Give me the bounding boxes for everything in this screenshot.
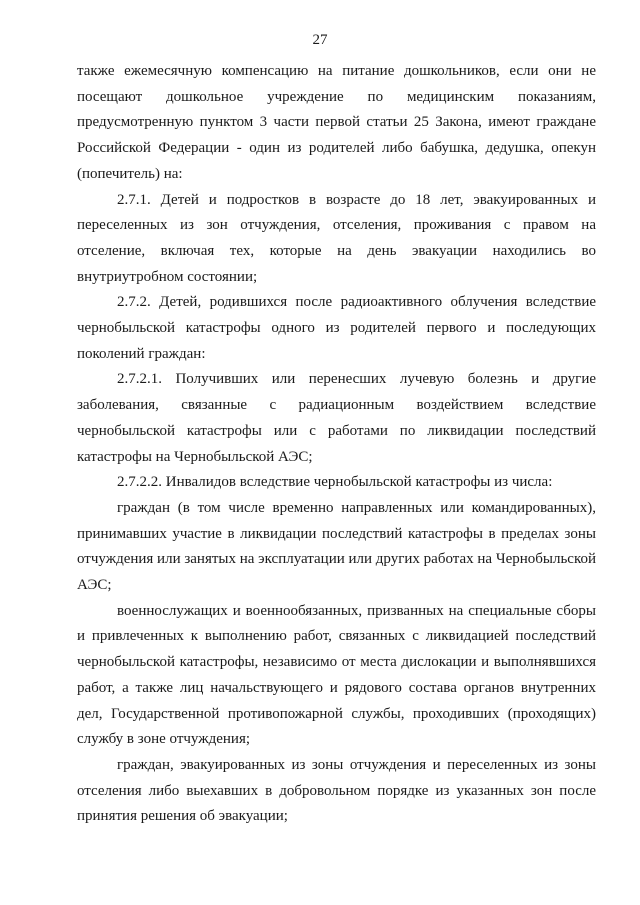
paragraph-military: военнослужащих и военнообязанных, призванных на специальные сборы и привлеченных к выполнению работ, связанных с ликвидацией последствий чернобыльской катастрофы, независимо от места дислокации и выполнявшихся работ, а также лиц начальствующего и рядового состава органов внутренних дел, Государственной противопожарной службы, проходивших (проходящих) службу в зоне отчуждения;: [77, 602, 596, 748]
document-body: [77, 59, 596, 830]
paragraph-evacuated: граждан, эвакуированных из зоны отчуждения и переселенных из зоны отселения либо выехавших в добровольном порядке из указанных зон после принятия решения об эвакуации;: [77, 756, 596, 825]
paragraph-2-7-2: 2.7.2. Детей, родившихся после радиоактивного облучения вследствие чернобыльской катастрофы одного из родителей первого и последующих поколений граждан:: [77, 294, 596, 362]
paragraph-2-7-1: 2.7.1. Детей и подростков в возрасте до 18 лет, эвакуированных и переселенных из зон отчуждения, отселения, проживания с правом на отселение, включая тех, которые на день эвакуации находились во внутриутробном состоянии;: [77, 191, 596, 285]
page-number: 27: [312, 32, 328, 48]
paragraph-2-7-2-1: 2.7.2.1. Получивших или перенесших лучевую болезнь и другие заболевания, связанные с радиационным воздействием вследствие чернобыльской катастрофы или с работами по ликвидации последствий катастрофы на Чернобыльской АЭС;: [77, 371, 596, 465]
paragraph-intro: также ежемесячную компенсацию на питание дошкольников, если они не посещают дошкольное учреждение по медицинским показаниям, предусмотренную пунктом 3 части первой статьи 25 Закона, имеют граждане Российской Федерации - один из родителей либо бабушка, дедушка, опекун (попечитель) на:: [77, 63, 596, 182]
paragraph-2-7-2-2: 2.7.2.2. Инвалидов вследствие чернобыльской катастрофы из числа:: [117, 474, 553, 491]
paragraph-citizens: граждан (в том числе временно направленных или командированных), принимавших участие в ликвидации последствий катастрофы в пределах зоны отчуждения или занятых на эксплуатации или других работах на Чернобыльской АЭС;: [77, 499, 597, 594]
